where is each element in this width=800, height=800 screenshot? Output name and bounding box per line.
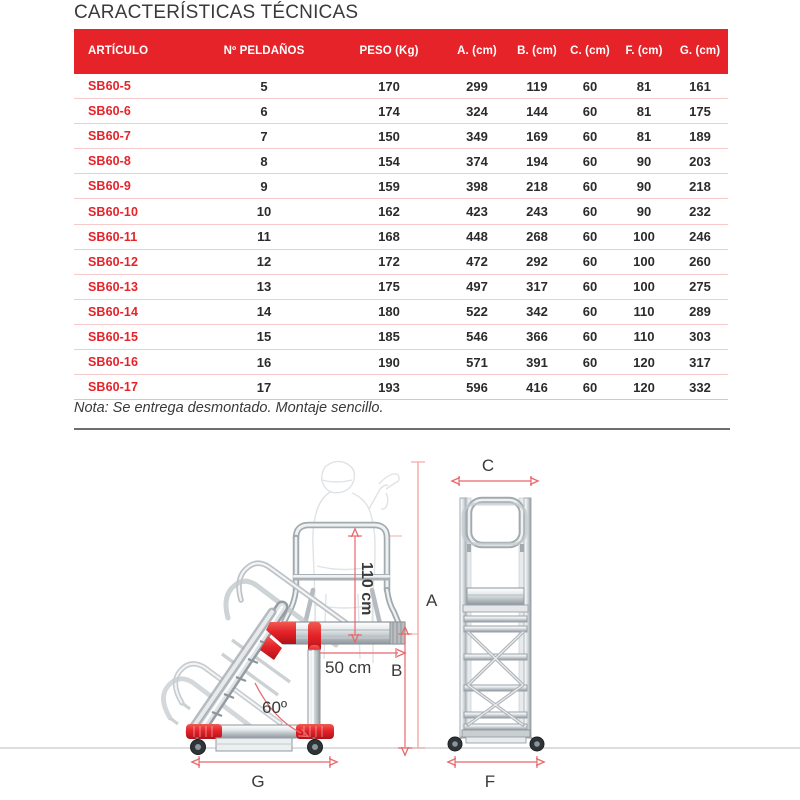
castor-wheel-left: [191, 737, 206, 755]
col-header-a: A. (cm): [444, 29, 510, 74]
cell-peso: 154: [334, 149, 444, 174]
cell-a: 596: [444, 375, 510, 400]
cell-a: 374: [444, 149, 510, 174]
table-row: [74, 324, 728, 349]
spec-table-container: [74, 29, 728, 400]
cell-c: 60: [564, 350, 616, 375]
col-header-g: G. (cm): [672, 29, 728, 74]
dimension-F-label: F: [484, 772, 496, 791]
table-row: [74, 375, 728, 400]
dimension-50cm: [319, 648, 398, 677]
cell-g: 275: [672, 274, 728, 299]
cell-a: 324: [444, 99, 510, 124]
page-title: CARACTERÍSTICAS TÉCNICAS: [74, 2, 359, 23]
cell-b: 119: [510, 74, 564, 99]
cell-articulo: SB60-7: [74, 124, 194, 149]
cell-c: 60: [564, 99, 616, 124]
cell-articulo: SB60-16: [74, 350, 194, 375]
cell-c: 60: [564, 274, 616, 299]
cell-peldanos: 17: [194, 375, 334, 400]
cell-g: 232: [672, 199, 728, 224]
table-row: [74, 124, 728, 149]
table-row: [74, 149, 728, 174]
dimension-50cm-label: 50 cm: [325, 658, 372, 677]
front-platform-plate: [463, 588, 528, 612]
cell-f: 90: [616, 149, 672, 174]
dimension-B-side: [391, 634, 412, 748]
dimension-110cm: [348, 536, 375, 635]
cell-c: 60: [564, 199, 616, 224]
cell-peldanos: 15: [194, 324, 334, 349]
table-row: [74, 350, 728, 375]
col-header-peldanos: Nº PELDAÑOS: [194, 29, 334, 74]
support-post: [308, 650, 320, 730]
cell-peso: 190: [334, 350, 444, 375]
cell-f: 110: [616, 299, 672, 324]
cell-a: 299: [444, 74, 510, 99]
cell-b: 194: [510, 149, 564, 174]
table-row: [74, 74, 728, 99]
cell-g: 317: [672, 350, 728, 375]
cell-b: 342: [510, 299, 564, 324]
table-row: [74, 224, 728, 249]
cell-f: 100: [616, 249, 672, 274]
cell-c: 60: [564, 299, 616, 324]
cell-articulo: SB60-15: [74, 324, 194, 349]
dimension-G-label: G: [251, 772, 265, 791]
cell-b: 268: [510, 224, 564, 249]
castor-wheel-front-left: [448, 737, 462, 751]
cell-articulo: SB60-13: [74, 274, 194, 299]
cell-c: 60: [564, 149, 616, 174]
cell-peso: 150: [334, 124, 444, 149]
cell-a: 571: [444, 350, 510, 375]
dimension-A-side: [411, 462, 438, 748]
dimension-F-front: [455, 756, 537, 791]
cell-g: 175: [672, 99, 728, 124]
front-guard-hoop: [463, 500, 526, 552]
cell-f: 81: [616, 99, 672, 124]
table-row: [74, 274, 728, 299]
cell-peso: 174: [334, 99, 444, 124]
cell-g: 161: [672, 74, 728, 99]
cell-peldanos: 9: [194, 174, 334, 199]
table-row: [74, 174, 728, 199]
cell-peldanos: 13: [194, 274, 334, 299]
front-rungs: [464, 616, 527, 730]
cell-f: 90: [616, 199, 672, 224]
cell-peso: 180: [334, 299, 444, 324]
cell-b: 218: [510, 174, 564, 199]
cell-peso: 170: [334, 74, 444, 99]
col-header-f: F. (cm): [616, 29, 672, 74]
cell-peldanos: 14: [194, 299, 334, 324]
cell-peldanos: 8: [194, 149, 334, 174]
cell-peldanos: 16: [194, 350, 334, 375]
cell-g: 303: [672, 324, 728, 349]
cell-f: 120: [616, 375, 672, 400]
cell-peso: 168: [334, 224, 444, 249]
col-header-b: B. (cm): [510, 29, 564, 74]
technical-drawing: [0, 440, 800, 800]
cell-c: 60: [564, 224, 616, 249]
cell-articulo: SB60-5: [74, 74, 194, 99]
cell-articulo: SB60-12: [74, 249, 194, 274]
dimension-C-label: C: [481, 456, 495, 475]
cell-articulo: SB60-9: [74, 174, 194, 199]
cell-f: 120: [616, 350, 672, 375]
cell-articulo: SB60-17: [74, 375, 194, 400]
cell-peso: 172: [334, 249, 444, 274]
cell-f: 100: [616, 274, 672, 299]
table-header-row: [74, 29, 728, 74]
cell-peso: 175: [334, 274, 444, 299]
cell-a: 423: [444, 199, 510, 224]
dimension-B-side-label: B: [391, 661, 403, 680]
cell-f: 110: [616, 324, 672, 349]
cell-b: 416: [510, 375, 564, 400]
table-header: [74, 29, 728, 74]
cell-b: 169: [510, 124, 564, 149]
cell-f: 81: [616, 124, 672, 149]
cell-b: 144: [510, 99, 564, 124]
cell-b: 391: [510, 350, 564, 375]
table-body: [74, 74, 728, 400]
front-cross-bracing: [468, 632, 523, 725]
cell-g: 218: [672, 174, 728, 199]
dimension-C-front: [459, 456, 531, 486]
cell-a: 398: [444, 174, 510, 199]
cell-b: 317: [510, 274, 564, 299]
cell-f: 90: [616, 174, 672, 199]
cell-articulo: SB60-11: [74, 224, 194, 249]
cell-peldanos: 11: [194, 224, 334, 249]
col-header-peso: PESO (Kg): [334, 29, 444, 74]
table-row: [74, 99, 728, 124]
cell-a: 349: [444, 124, 510, 149]
cell-peso: 162: [334, 199, 444, 224]
cell-g: 260: [672, 249, 728, 274]
side-view-illustration: [163, 461, 438, 791]
cell-c: 60: [564, 124, 616, 149]
cell-articulo: SB60-14: [74, 299, 194, 324]
cell-a: 472: [444, 249, 510, 274]
cell-peldanos: 7: [194, 124, 334, 149]
cell-peso: 185: [334, 324, 444, 349]
cell-f: 81: [616, 74, 672, 99]
note-text: Nota: Se entrega desmontado. Montaje sencillo.: [74, 400, 384, 416]
cell-g: 332: [672, 375, 728, 400]
base-chassis: [186, 724, 334, 755]
dimension-G-side: [199, 756, 330, 791]
cell-g: 189: [672, 124, 728, 149]
platform-guardrail: [283, 525, 399, 624]
col-header-articulo: ARTÍCULO: [74, 29, 194, 74]
cell-c: 60: [564, 375, 616, 400]
cell-c: 60: [564, 324, 616, 349]
table-row: [74, 199, 728, 224]
cell-b: 292: [510, 249, 564, 274]
horizontal-divider: [74, 428, 730, 430]
cell-b: 243: [510, 199, 564, 224]
cell-articulo: SB60-10: [74, 199, 194, 224]
cell-a: 546: [444, 324, 510, 349]
platform-deck: [283, 622, 405, 644]
cell-peso: 159: [334, 174, 444, 199]
cell-peldanos: 10: [194, 199, 334, 224]
castor-wheel-right: [308, 737, 323, 755]
castor-wheel-front-right: [530, 737, 544, 751]
front-view-illustration: [448, 456, 544, 791]
cell-c: 60: [564, 74, 616, 99]
cell-a: 522: [444, 299, 510, 324]
cell-b: 366: [510, 324, 564, 349]
cell-a: 448: [444, 224, 510, 249]
cell-g: 246: [672, 224, 728, 249]
cell-g: 289: [672, 299, 728, 324]
col-header-c: C. (cm): [564, 29, 616, 74]
cell-articulo: SB60-6: [74, 99, 194, 124]
technical-specs-table: [74, 29, 728, 400]
cell-articulo: SB60-8: [74, 149, 194, 174]
cell-peldanos: 6: [194, 99, 334, 124]
dimension-110cm-label: 110 cm: [358, 562, 375, 616]
cell-a: 497: [444, 274, 510, 299]
cell-c: 60: [564, 249, 616, 274]
table-row: [74, 299, 728, 324]
cell-g: 203: [672, 149, 728, 174]
angle-60-label: 60º: [262, 698, 288, 717]
dimension-A-side-label: A: [426, 591, 438, 610]
cell-peso: 193: [334, 375, 444, 400]
table-row: [74, 249, 728, 274]
cell-f: 100: [616, 224, 672, 249]
cell-peldanos: 5: [194, 74, 334, 99]
cell-peldanos: 12: [194, 249, 334, 274]
cell-c: 60: [564, 174, 616, 199]
